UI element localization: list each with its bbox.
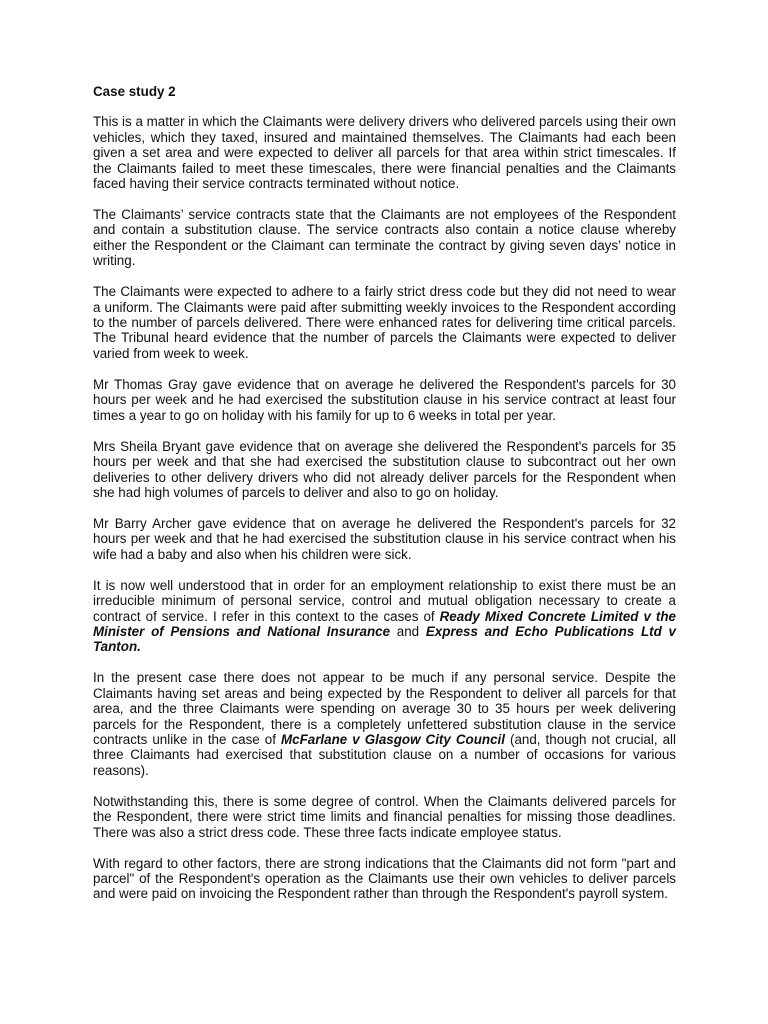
paragraph-text: The Claimants’ service contracts state that the Claimants are not employees of the Respondent and contain a substitution clause. The service contracts also contain a notice clause whereby either the Respondent or the Claimant can terminate the contract by giving seven days’ notice in writing.: [93, 207, 676, 269]
paragraph-text: The Claimants were expected to adhere to a fairly strict dress code but they did not need to wear a uniform. The Claimants were paid after submitting weekly invoices to the Respondent according to the number of parcels delivered. There were enhanced rates for delivering time critical parcels. The Tribunal heard evidence that the number of parcels the Claimants were expected to deliver varied from week to week.: [93, 284, 676, 361]
document-title: Case study 2: [93, 84, 176, 99]
case-citation: Ready Mixed Concrete Limited v the Minister of Pensions and National Insurance: [93, 608, 676, 639]
paragraph-5: [93, 439, 676, 501]
paragraph-text: Mrs Sheila Bryant gave evidence that on average she delivered the Respondent's parcels for 35 hours per week and that she had exercised the substitution clause to subcontract out her own deliveries to other delivery drivers who did not already deliver parcels for the Respondent when she had high volumes of parcels to deliver and also to go on holiday.: [93, 438, 676, 500]
paragraph-6: [93, 516, 676, 562]
paragraph-text: Notwithstanding this, there is some degree of control. When the Claimants delivered parcels for the Respondent, there were strict time limits and financial penalties for missing those deadlines. There was also a strict dress code. These three facts indicate employee status.: [93, 793, 676, 840]
paragraph-8: [93, 670, 676, 778]
paragraph-7: [93, 578, 676, 655]
case-citation: Express and Echo Publications Ltd v Tanton.: [93, 623, 676, 655]
document-body: [93, 114, 676, 901]
paragraph-text: With regard to other factors, there are strong indications that the Claimants did not form "part and parcel" of the Respondent's operation as the Claimants use their own vehicles to deliver parcels and were paid on invoicing the Respondent rather than through the Respondent's payroll system.: [93, 855, 676, 902]
paragraph-text: It is now well understood that in order for an employment relationship to exist there must be an irreducible minimum of personal service, control and mutual obligation necessary to create a contract of service. I refer in this context to the cases of: [93, 577, 676, 624]
document-page: [93, 84, 676, 917]
paragraph-10: [93, 856, 676, 902]
paragraph-3: [93, 284, 676, 361]
paragraph-text: This is a matter in which the Claimants were delivery drivers who delivered parcels using their own vehicles, which they taxed, insured and maintained themselves. The Claimants had each been given a set area and were expected to deliver all parcels for that area within strict timescales. If the Claimants failed to meet these timescales, there were financial penalties and the Claimants faced having their service contracts terminated without notice.: [93, 114, 676, 192]
paragraph-4: [93, 377, 676, 423]
case-citation: McFarlane v Glasgow City Council: [280, 731, 505, 747]
paragraph-text: (and, though not crucial, all three Claimants had exercised that substitution clause on a number of occasions for various reasons).: [93, 731, 676, 778]
paragraph-text: Mr Barry Archer gave evidence that on average he delivered the Respondent's parcels for 32 hours per week and that he had exercised the substitution clause in his service contract when his wife had a baby and also when his children were sick.: [93, 515, 676, 562]
paragraph-9: [93, 794, 676, 840]
paragraph-text: Mr Thomas Gray gave evidence that on average he delivered the Respondent's parcels for 30 hours per week and he had exercised the substitution clause in his service contract at least four times a year to go on holiday with his family for up to 6 weeks in total per year.: [93, 376, 676, 423]
paragraph-text: and: [390, 623, 426, 639]
paragraph-1: [93, 114, 676, 191]
paragraph-2: [93, 207, 676, 269]
paragraph-text: In the present case there does not appear to be much if any personal service. Despite the Claimants having set areas and being expected by the Respondent to deliver all parcels for that area, and the three Claimants were spending on average 30 to 35 hours per week delivering parcels for the Respondent, there is a completely unfettered substitution clause in the service contracts unlike in the case of: [93, 670, 676, 747]
